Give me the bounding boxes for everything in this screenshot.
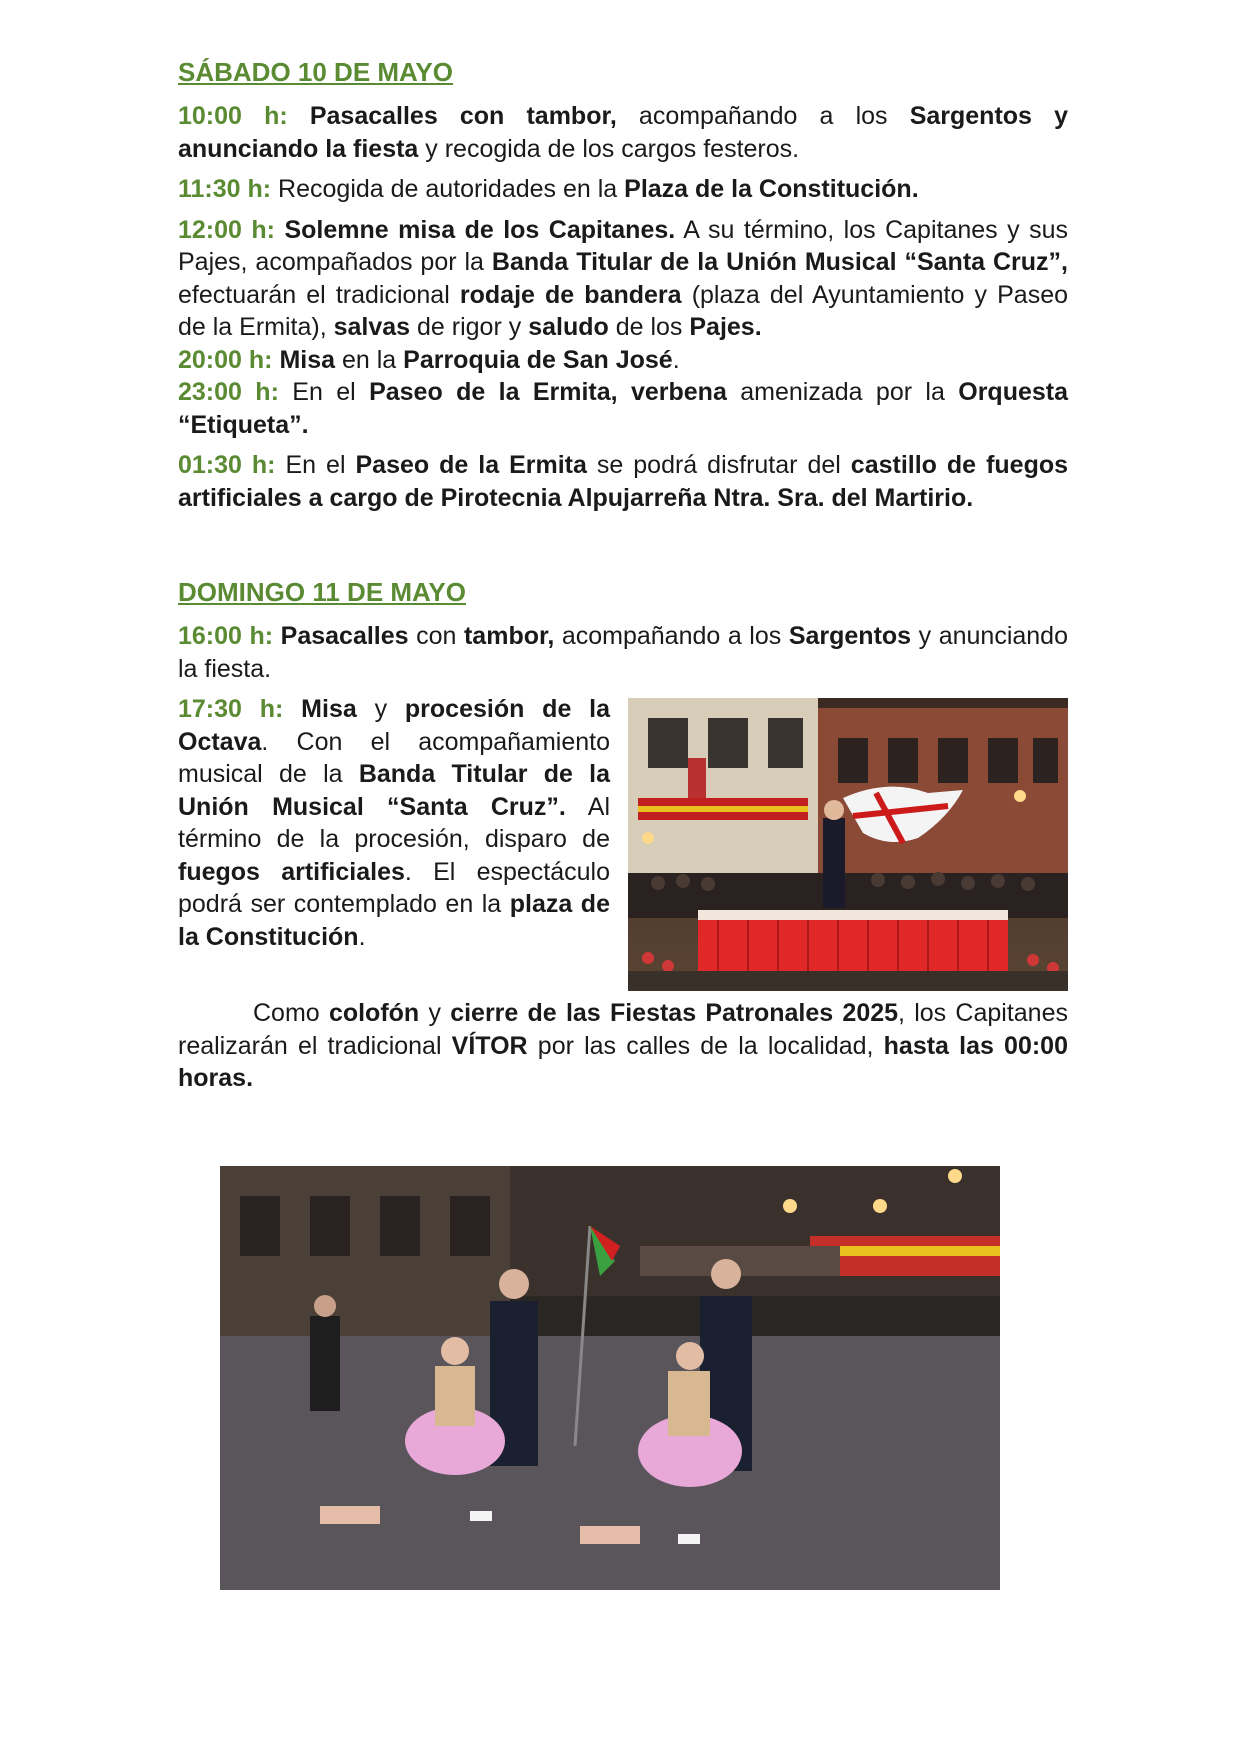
emphasis-text: Misa (301, 695, 357, 723)
emphasis-text: Sargentos (788, 622, 912, 650)
pages-procession-photo (220, 1166, 1000, 1590)
schedule-entry: 10:00 h: Pasacalles con tambor, acompañando a los Sargentos y anunciando la fiesta y recogida de los cargos festeros. (178, 102, 1069, 163)
pages-procession-photo-illustration (220, 1166, 1000, 1590)
time-label: 20:00 h: (178, 345, 273, 374)
time-label: 12:00 h: (178, 215, 275, 244)
emphasis-text: Sargentos y anunciando la fiesta (178, 102, 1069, 163)
emphasis-text: Banda Titular de la Unión Musical “Santa Cruz”, (491, 248, 1068, 276)
procession-section (178, 693, 1068, 997)
emphasis-text: saludo (528, 313, 609, 341)
schedule-entry: 11:30 h: Recogida de autoridades en la Plaza de la Constitución. (178, 175, 919, 203)
emphasis-text: cierre de las Fiestas Patronales 2025 (450, 999, 899, 1027)
emphasis-text: Orquesta “Etiqueta”. (178, 378, 1069, 439)
emphasis-text: Pasacalles (280, 622, 409, 650)
schedule-entry: 20:00 h: Misa en la Parroquia de San José. (178, 345, 680, 374)
time-label: 17:30 h: (178, 695, 284, 723)
time-label: 11:30 h: (178, 175, 272, 203)
emphasis-text: VÍTOR (451, 1031, 528, 1060)
schedule-entry: 23:00 h: En el Paseo de la Ermita, verbena amenizada por la Orquesta “Etiqueta”. (178, 378, 1069, 439)
sunday-heading: DOMINGO 11 DE MAYO (178, 577, 466, 607)
emphasis-text: castillo de fuegos artificiales a cargo de Pirotecnia Alpujarreña Ntra. Sra. del Martirio. (178, 451, 1069, 512)
schedule-entry: 17:30 h: Misa y procesión de la Octava. Con el acompañamiento musical de la Banda Titular de la Unión Musical “Santa Cruz”. Al término de la procesión, disparo de fuegos artificiales. El espectáculo podrá ser contemplado en la plaza de la Constitución. (178, 695, 611, 951)
schedule-entry: 16:00 h: Pasacalles con tambor, acompañando a los Sargentos y anunciando la fiesta. (178, 622, 1068, 683)
flag-waving-photo-illustration (628, 698, 1068, 991)
time-label: 10:00 h: (178, 102, 288, 130)
emphasis-text: Misa (279, 345, 336, 374)
emphasis-text: tambor, (463, 622, 555, 650)
time-label: 01:30 h: (178, 451, 276, 479)
emphasis-text: Pajes. (689, 313, 762, 341)
time-label: 16:00 h: (178, 622, 274, 650)
schedule-entry: 01:30 h: En el Paseo de la Ermita se podrá disfrutar del castillo de fuegos artificiales a cargo de Pirotecnia Alpujarreña Ntra. Sra. del Martirio. (178, 451, 1069, 512)
emphasis-text: Paseo de la Ermita, verbena (369, 378, 727, 406)
emphasis-text: salvas (333, 313, 411, 341)
emphasis-text: Solemne misa de los Capitanes. (284, 215, 676, 244)
time-label: 23:00 h: (178, 378, 279, 406)
emphasis-text: plaza de la Constitución (178, 890, 610, 951)
emphasis-text: Pasacalles con tambor, (309, 102, 617, 130)
emphasis-text: Paseo de la Ermita (355, 451, 587, 479)
emphasis-text: hasta las 00:00 horas. (178, 1031, 1068, 1092)
emphasis-text: Plaza de la Constitución. (624, 175, 919, 203)
emphasis-text: colofón (328, 999, 420, 1027)
saturday-heading: SÁBADO 10 DE MAYO (178, 57, 453, 87)
closing-paragraph: Como colofón y cierre de las Fiestas Patronales 2025, los Capitanes realizarán el tradicional VÍTOR por las calles de la localidad, hasta las 00:00 horas. (178, 999, 1068, 1092)
emphasis-text: fuegos artificiales (178, 857, 405, 886)
schedule-entry: 12:00 h: Solemne misa de los Capitanes. A su término, los Capitanes y sus Pajes, acompañados por la Banda Titular de la Unión Musical “Santa Cruz”, efectuarán el tradicional rodaje de bandera (plaza del Ayuntamiento y Paseo de la Ermita), salvas de rigor y saludo de los Pajes. (178, 215, 1069, 341)
emphasis-text: Banda Titular de la Unión Musical “Santa Cruz”. (178, 760, 610, 821)
emphasis-text: procesión de la Octava (178, 695, 611, 756)
document-page (178, 56, 1068, 1103)
emphasis-text: rodaje de bandera (459, 280, 682, 309)
flag-waving-photo (628, 698, 1068, 991)
emphasis-text: Parroquia de San José (403, 345, 673, 374)
